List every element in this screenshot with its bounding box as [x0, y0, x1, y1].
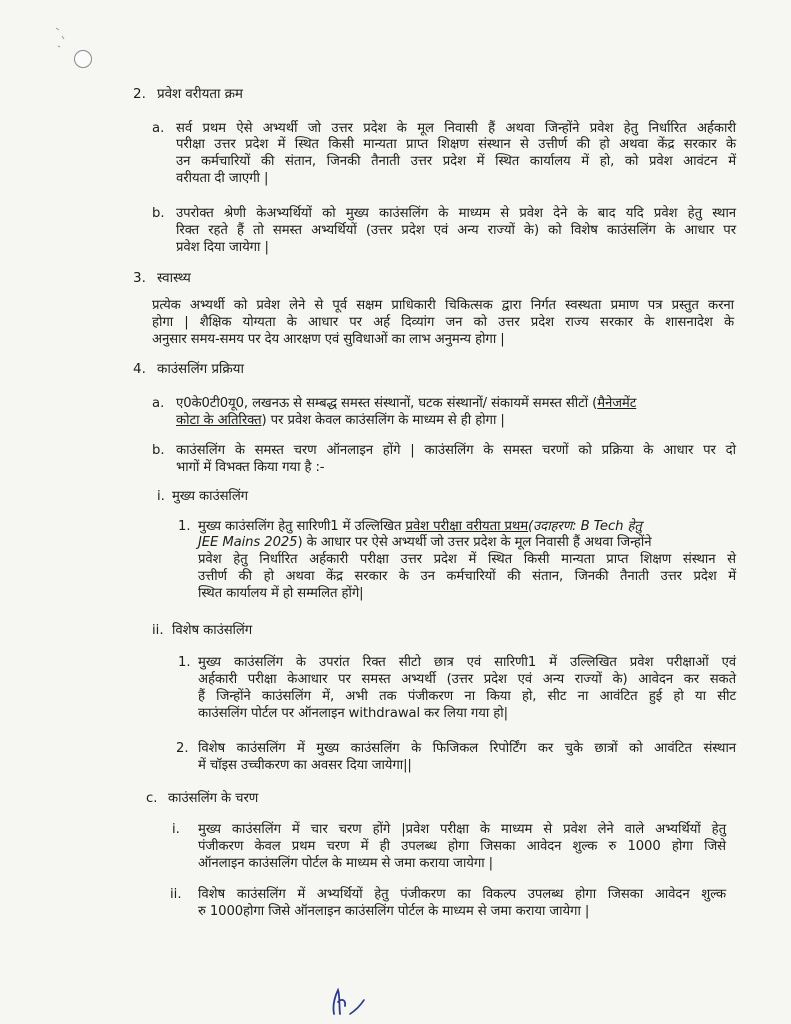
stage-ii-line-2: रु 1000होगा जिसे ऑनलाइन काउंसलिंग पोर्टल के माध्यम से जमा कराया जायेगा |: [198, 904, 590, 919]
s2-a-line-1: सर्व प्रथम ऐसे अभ्यर्थी जो उत्तर प्रदेश के मूल निवासी हैं अथवा जिन्होंने प्रवेश हेतु निर्धारित अर्हकारी: [176, 121, 736, 136]
stage-i-line-1: मुख्य काउंसलिंग में चार चरण होंगे |प्रवेश परीक्षा के माध्यम से प्रवेश लेने वाले अभ्यर्थियों हेतु: [198, 822, 726, 837]
main-item-1-line-4: उत्तीर्ण की हो अथवा केंद्र सरकार के उन कर्मचारियों की संतान, जिनकी तैनाती उत्तर प्रदेश में: [198, 569, 736, 584]
s2-b-marker: b.: [152, 206, 165, 221]
main-counselling-title: मुख्य काउंसलिंग: [172, 489, 249, 504]
special-item-1-line-3: हैं जिन्होंने काउंसलिंग में, अभी तक पंजीकरण ना किया हो, सीट ना आवंटित हुई हो या सीट: [198, 689, 736, 704]
stage-i-marker: i.: [172, 822, 180, 837]
main-item-1-line-1-text: मुख्य काउंसलिंग हेतु सारिणी1 में उल्लिखित: [198, 519, 406, 534]
s2-b-line-1: उपरोक्त श्रेणी केअभ्यर्थियों को मुख्य काउंसलिंग के माध्यम से प्रवेश देने के बाद यदि प्रवेश हेतु स्थान: [176, 206, 736, 221]
main-item-1-line-1: [198, 519, 642, 535]
main-counselling-marker: i.: [157, 489, 165, 504]
s4-a-line-1: [176, 396, 636, 412]
special-item-1-marker: 1.: [178, 655, 191, 670]
management-quota-text: मैनेजमेंट: [597, 396, 637, 411]
s4-c-marker: c.: [146, 791, 158, 806]
main-item-1-marker: 1.: [178, 519, 191, 534]
main-item-1-line-5: स्थित कार्यालय में हो सम्मलित होंगे|: [198, 586, 364, 601]
s2-b-line-2: रिक्त रहते हैं तो समस्त अभ्यर्थियों (उत्तर प्रदेश एवं अन्य राज्यों के) को विशेष काउंसलिंग के आधार पर: [176, 223, 736, 238]
special-counselling-marker: ii.: [152, 623, 164, 638]
special-item-1-line-1: मुख्य काउंसलिंग के उपरांत रिक्त सीटो छात्र एवं सारिणी1 में उल्लिखित प्रवेश परीक्षाओं एवं: [198, 655, 736, 670]
s4-a-line-2: [176, 413, 505, 429]
paper-scuff-marks: [52, 22, 72, 62]
quota-exclusion-text: कोटा के अतिरिक्त: [176, 413, 262, 428]
handwritten-signature: [318, 980, 418, 1020]
s2-b-line-3: प्रवेश दिया जायेगा |: [176, 240, 269, 255]
section-2-title: प्रवेश वरीयता क्रम: [157, 86, 243, 102]
special-item-2-line-1: विशेष काउंसलिंग में मुख्य काउंसलिंग के फिजिकल रिपोर्टिंग कर चुके छात्रों को आवंटित संस्थान: [198, 741, 736, 756]
punch-hole: [74, 50, 92, 68]
main-item-1-line-2-text: ) के आधार पर ऐसे अभ्यर्थी जो उत्तर प्रदेश के मूल निवासी हैं अथवा जिन्होंने: [297, 535, 652, 550]
s2-a-line-2: परीक्षा उत्तर प्रदेश में स्थित किसी मान्यता प्राप्त शिक्षण संस्थान से उत्तीर्ण की हो अथवा केंद्र सरकार के: [176, 137, 736, 152]
s2-a-line-3: उन कर्मचारियों की संतान, जिनकी तैनाती उत्तर प्रदेश में स्थित कार्यालय में हो, को प्रवेश आवंटन में: [176, 154, 736, 169]
s4-a-marker: a.: [152, 396, 165, 411]
stage-ii-line-1: विशेष काउंसलिंग में अभ्यर्थियों हेतु पंजीकरण का विकल्प उपलब्ध होगा जिसका आवेदन शुल्क: [198, 887, 726, 902]
section-2-number: 2.: [133, 86, 146, 102]
special-item-1-line-4: काउंसलिंग पोर्टल पर ऑनलाइन withdrawal कर लिया गया हो|: [198, 706, 508, 721]
stage-i-line-3: ऑनलाइन काउंसलिंग पोर्टल के माध्यम से जमा कराया जायेगा |: [198, 856, 494, 871]
section-4-title: काउंसलिंग प्रक्रिया: [157, 361, 244, 377]
stage-ii-marker: ii.: [170, 887, 182, 902]
special-item-2-marker: 2.: [176, 741, 189, 756]
section-3-title: स्वास्थ्य: [157, 270, 191, 286]
special-item-2-line-2: में चॉइस उच्चीकरण का अवसर दिया जायेगा||: [198, 758, 412, 773]
stage-i-line-2: पंजीकरण केवल प्रथम चरण में ही उपलब्ध होगा जिसका आवेदन शुल्क रु 1000 होगा जिसे: [198, 839, 726, 854]
s4-b-line-1: काउंसलिंग के समस्त चरण ऑनलाइन होंगे | काउंसलिंग के समस्त चरणों को प्रक्रिया के आधार पर दो: [176, 443, 736, 458]
section-4-number: 4.: [133, 361, 146, 377]
main-item-1-line-3: प्रवेश हेतु निर्धारित अर्हकारी परीक्षा उत्तर प्रदेश में स्थित किसी मान्यता प्राप्त शिक्षण संस्थान से: [198, 552, 736, 567]
s4-b-line-2: भागों में विभक्त किया गया है :-: [176, 460, 325, 475]
special-counselling-title: विशेष काउंसलिंग: [172, 623, 253, 638]
example-text: (उदाहरण: B Tech हेतु: [528, 519, 642, 534]
s2-a-marker: a.: [152, 121, 165, 136]
s4-b-marker: b.: [152, 443, 165, 458]
s4-a-line-2-text: ) पर प्रवेश केवल काउंसलिंग के माध्यम से ही होगा |: [261, 413, 505, 428]
main-item-1-line-2: [198, 535, 651, 551]
s2-a-line-4: वरीयता दी जाएगी |: [176, 171, 269, 186]
section-3-number: 3.: [133, 270, 146, 286]
s3-line-2: होगा | शैक्षिक योग्यता के आधार पर अर्ह दिव्यांग जन को उत्तर प्रदेश राज्य सरकार के शासनादेश के: [152, 315, 734, 330]
s3-line-3: अनुसार समय-समय पर देय आरक्षण एवं सुविधाओं का लाभ अनुमन्य होगा |: [152, 332, 505, 347]
jee-mains-text: JEE Mains 2025: [198, 535, 298, 550]
s3-line-1: प्रत्येक अभ्यर्थी को प्रवेश लेने से पूर्व सक्षम प्राधिकारी चिकित्सक द्वारा निर्गत स्वस्थता प्रमाण पत्र प्रस्तुत करना: [152, 298, 734, 313]
special-item-1-line-2: अर्हकारी परीक्षा केआधार पर समस्त अभ्यर्थी (उत्तर प्रदेश एवं अन्य राज्यों के) आवेदन कर सकते: [198, 672, 736, 687]
counselling-stages-title: काउंसलिंग के चरण: [168, 791, 259, 806]
exam-priority-text: प्रवेश परीक्षा वरीयता प्रथम: [405, 519, 529, 534]
s4-a-line-1-text: ए0के0टी0यू0, लखनऊ से सम्बद्ध समस्त संस्थानों, घटक संस्थानों/ संकायमें समस्त सीटों (: [176, 396, 598, 411]
